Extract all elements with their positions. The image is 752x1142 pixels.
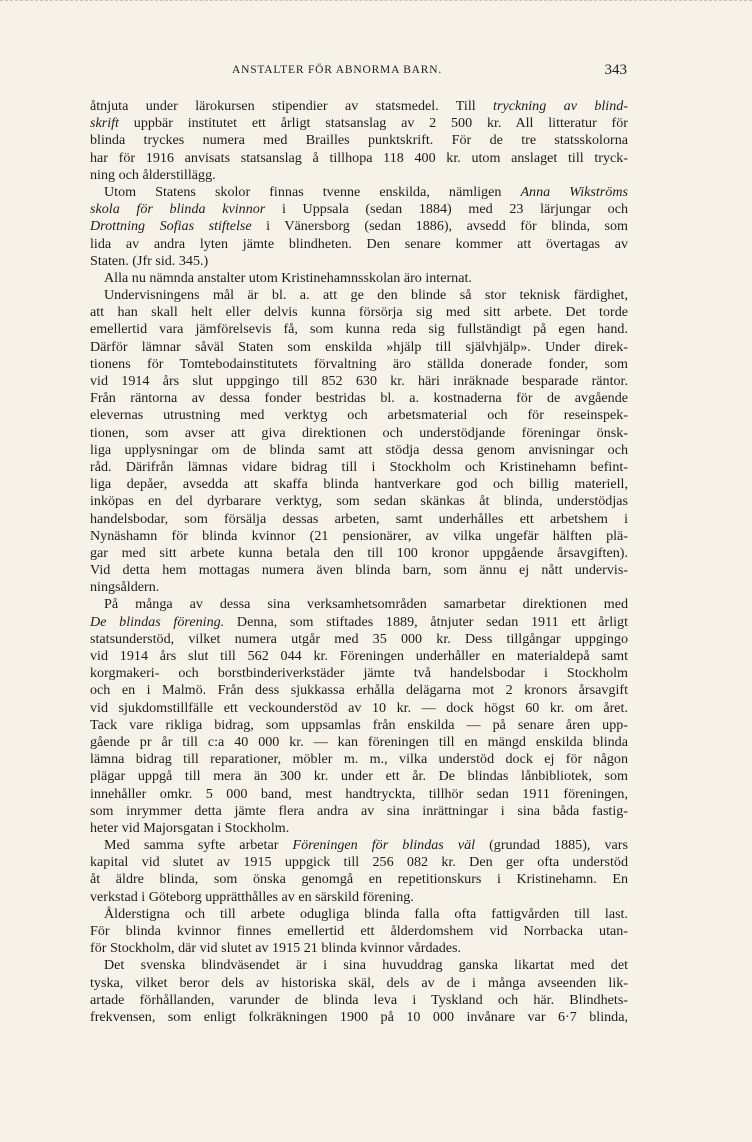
text-run: som inrymmer detta jämte flera andra av sina inrättningar i sina båda fastig- [90,802,628,819]
text-run: råd. Därifrån lämnas vidare bidrag till i Stockholm och Kristinehamn befint- [90,458,628,475]
text-line [90,253,628,270]
text-run: blinda tryckes numera med Brailles punktskrift. För de tre statsskolorna [90,132,628,149]
text-run: gar med sitt arbete kunna betala den till 100 kronor uppgående årsavgiften). [90,544,628,561]
text-line [90,820,628,837]
text-line [90,356,628,373]
text-line [90,889,628,906]
text-run: åt äldre blinda, som önska genomgå en repetitionskurs i Kristinehamn. En [90,871,628,888]
text-line [90,407,628,424]
italic-title: Föreningen för blindas väl [292,837,476,854]
text-run: Med samma syfte arbetar [104,837,293,854]
text-run: Undervisningens mål är bl. a. att ge den blinde så stor teknisk färdighet, [104,287,628,304]
text-line [90,493,628,510]
text-run: Staten. (Jfr sid. 345.) [90,252,209,269]
text-run: för Stockholm, där vid slutet av 1915 21 blinda kvinnor vårdades. [90,940,462,957]
text-line [90,545,628,562]
text-run: åtnjuta under lärokursen stipendier av statsmedel. Till [90,98,494,114]
italic-title: skrift [90,115,119,132]
text-run: Därför lämnar såväl Staten som enskilda »hjälp till självhjälp». Under direk- [90,338,628,355]
text-run: att han skall helt eller delvis kunna försörja sig med sitt arbete. Det torde [90,304,628,321]
text-line [90,442,628,459]
text-run: ningsåldern. [90,579,160,596]
text-run: Tack vare rikliga bidrag, som uppsamlas från enskilda — på senare åren upp- [90,716,628,733]
text-run: har för 1916 anvisats statsanslag å tillhopa 118 400 kr. utom anslaget till tryck- [90,149,628,166]
text-line [90,957,628,974]
text-line [90,511,628,528]
text-run: Vid detta hem mottagas numera även blinda barn, som ännu ej nått undervis- [90,562,628,579]
text-line [90,321,628,338]
text-run: För blinda kvinnor finnes emellertid ett ålderdomshem vid Norrbacka utan- [90,923,628,939]
text-line [90,562,628,579]
text-run: Från räntorna av dessa fonder bestridas bl. a. kostnaderna för de avgående [90,390,628,407]
text-line [90,596,628,613]
text-run: Nynäshamn för blinda kvinnor (21 pensionärer, av vilka ungefär hälften plä- [90,527,628,544]
running-header [0,62,752,84]
text-run: Det svenska blindväsendet är i sina huvuddrag ganska likartat med det [104,957,628,974]
text-line [90,906,628,923]
text-run: emellertid vara jämförelsevis få, som kunna reda sig fullständigt på egen hand. [90,321,628,338]
text-run: liga upplysningar om de blinda samt att stödja dessa genom anvisningar och [90,441,628,458]
text-run: frekvensen, som enligt folkräkningen 1900 på 10 000 invånare var 6·7 blinda, [90,1008,628,1025]
text-line [90,390,628,407]
text-line [90,1009,628,1026]
text-run: statsunderstöd, vilket numera utgår med 35 000 kr. Dess tillgångar uppgingo [90,630,628,647]
text-run: tionens för Tomtebodainstitutets förvaltning äro ställda donerade fonder, som [90,355,628,372]
text-line [90,734,628,751]
text-run: ning och ålderstillägg. [90,166,216,183]
text-run: elevernas utrustning med verktyg och arbetsmaterial och för reseinspek- [90,407,628,424]
page-top-edge [0,0,752,4]
text-line [90,871,628,888]
text-line [90,459,628,476]
text-line [90,579,628,596]
text-run: Denna, som stiftades 1889, åtnjuter sedan 1911 ett årligt [224,613,628,630]
text-line [90,975,628,992]
text-line [90,218,628,235]
text-line [90,614,628,631]
text-run: verkstad i Göteborg upprätthålles av en särskild förening. [90,888,414,905]
text-line [90,923,628,940]
header-title: ANSTALTER FÖR ABNORMA BARN. [232,64,443,76]
text-line [90,700,628,717]
text-line [90,236,628,253]
text-line [90,803,628,820]
text-run: vid sjukdomstillfälle ett veckounderstöd av 10 kr. — dock högst 60 kr. om året. [90,699,628,716]
text-line [90,940,628,957]
text-line [90,992,628,1009]
text-run: Ålderstigna och till arbete odugliga blinda falla ofta fattigvården till last. [104,905,628,922]
text-line [90,373,628,390]
text-run: Utom Statens skolor finnas tvenne enskilda, nämligen [104,183,521,200]
text-run: i Vänersborg (sedan 1886), avsedd för blinda, som [251,218,628,235]
text-run: plägar uppgå till mera än 300 kr. under ett år. De blindas lånbibliotek, som [90,768,628,785]
text-run: tyska, vilket beror dels av historiska skäl, dels av de i många avseenden lik- [90,974,628,991]
text-run: liga depåer, avsedda att skaffa blinda hantverkare god och billig materiell, [90,476,628,493]
text-line [90,768,628,785]
text-run: artade förhållanden, varunder de blinda leva i Tyskland och här. Blindhets- [90,991,628,1008]
text-run: lida av andra lyten jämte blindheten. Den senare kommer att övertagas av [90,235,628,252]
text-run: vid 1914 års slut till 562 044 kr. Föreningen underhåller en materialdepå samt [90,648,628,664]
text-line [90,167,628,184]
text-line [90,717,628,734]
text-run: På många av dessa sina verksamhetsområden samarbetar direktionen med [104,596,628,613]
text-run: vid 1914 års slut uppgingo till 852 630 kr. häri inräknade besparade räntor. [90,373,628,389]
italic-title: tryckning av blind- [493,98,628,114]
text-run: tionen, som avser att giva direktionen och understödjande föreningar önsk- [90,424,628,441]
text-line [90,339,628,356]
text-line [90,528,628,545]
text-run: lämna bidrag till reparationer, möbler m. m., vilka understöd dock ej för någon [90,751,628,768]
italic-title: De blindas förening. [90,613,225,630]
text-line [90,270,628,287]
text-line [90,98,628,115]
text-run: innehåller omkr. 5 000 band, mest handtryckta, tillhör sedan 1911 föreningen, [90,785,628,802]
text-line [90,751,628,768]
italic-title: Anna Wikströms [520,183,628,200]
text-line [90,682,628,699]
text-line [90,786,628,803]
page-number: 343 [604,62,627,78]
body-text [90,98,628,1026]
text-line [90,132,628,149]
text-run: korgmakeri- och borstbinderiverkstäder jämte två handelsbodar i Stockholm [90,665,628,682]
text-line [90,184,628,201]
text-run: i Uppsala (sedan 1884) med 23 lärjungar och [265,201,629,218]
text-line [90,150,628,167]
text-run: handelsbodar, som försälja dessas arbeten, samt underhålles ett arbetshem i [90,510,628,527]
text-line [90,665,628,682]
text-line [90,201,628,218]
text-line [90,631,628,648]
text-run: gående pr år till c:a 40 000 kr. — kan föreningen till en mängd enskilda blinda [90,733,628,750]
text-line [90,115,628,132]
text-run: uppbär institutet ett årligt statsanslag av 2 500 kr. All litteratur för [118,115,628,132]
italic-title: skola för blinda kvinnor [90,201,266,218]
text-run: kapital vid slutet av 1915 uppgick till 256 082 kr. Den ger ofta understöd [90,854,628,871]
text-run: heter vid Majorsgatan i Stockholm. [90,819,290,836]
text-run: inköpas en del dyrbarare verktyg, som sedan skänkas åt blinda, understödjas [90,493,628,510]
text-line [90,837,628,854]
text-run: och en i Malmö. Från dess sjukkassa erhålla delägarna mot 2 kronors årsavgift [90,682,628,699]
text-line [90,287,628,304]
text-line [90,648,628,665]
text-line [90,854,628,871]
text-line [90,425,628,442]
italic-title: Drottning Sofias stiftelse [90,218,252,235]
text-line [90,476,628,493]
text-run: (grundad 1885), vars [475,837,628,854]
text-run: Alla nu nämnda anstalter utom Kristinehamnsskolan äro internat. [104,269,472,286]
text-line [90,304,628,321]
